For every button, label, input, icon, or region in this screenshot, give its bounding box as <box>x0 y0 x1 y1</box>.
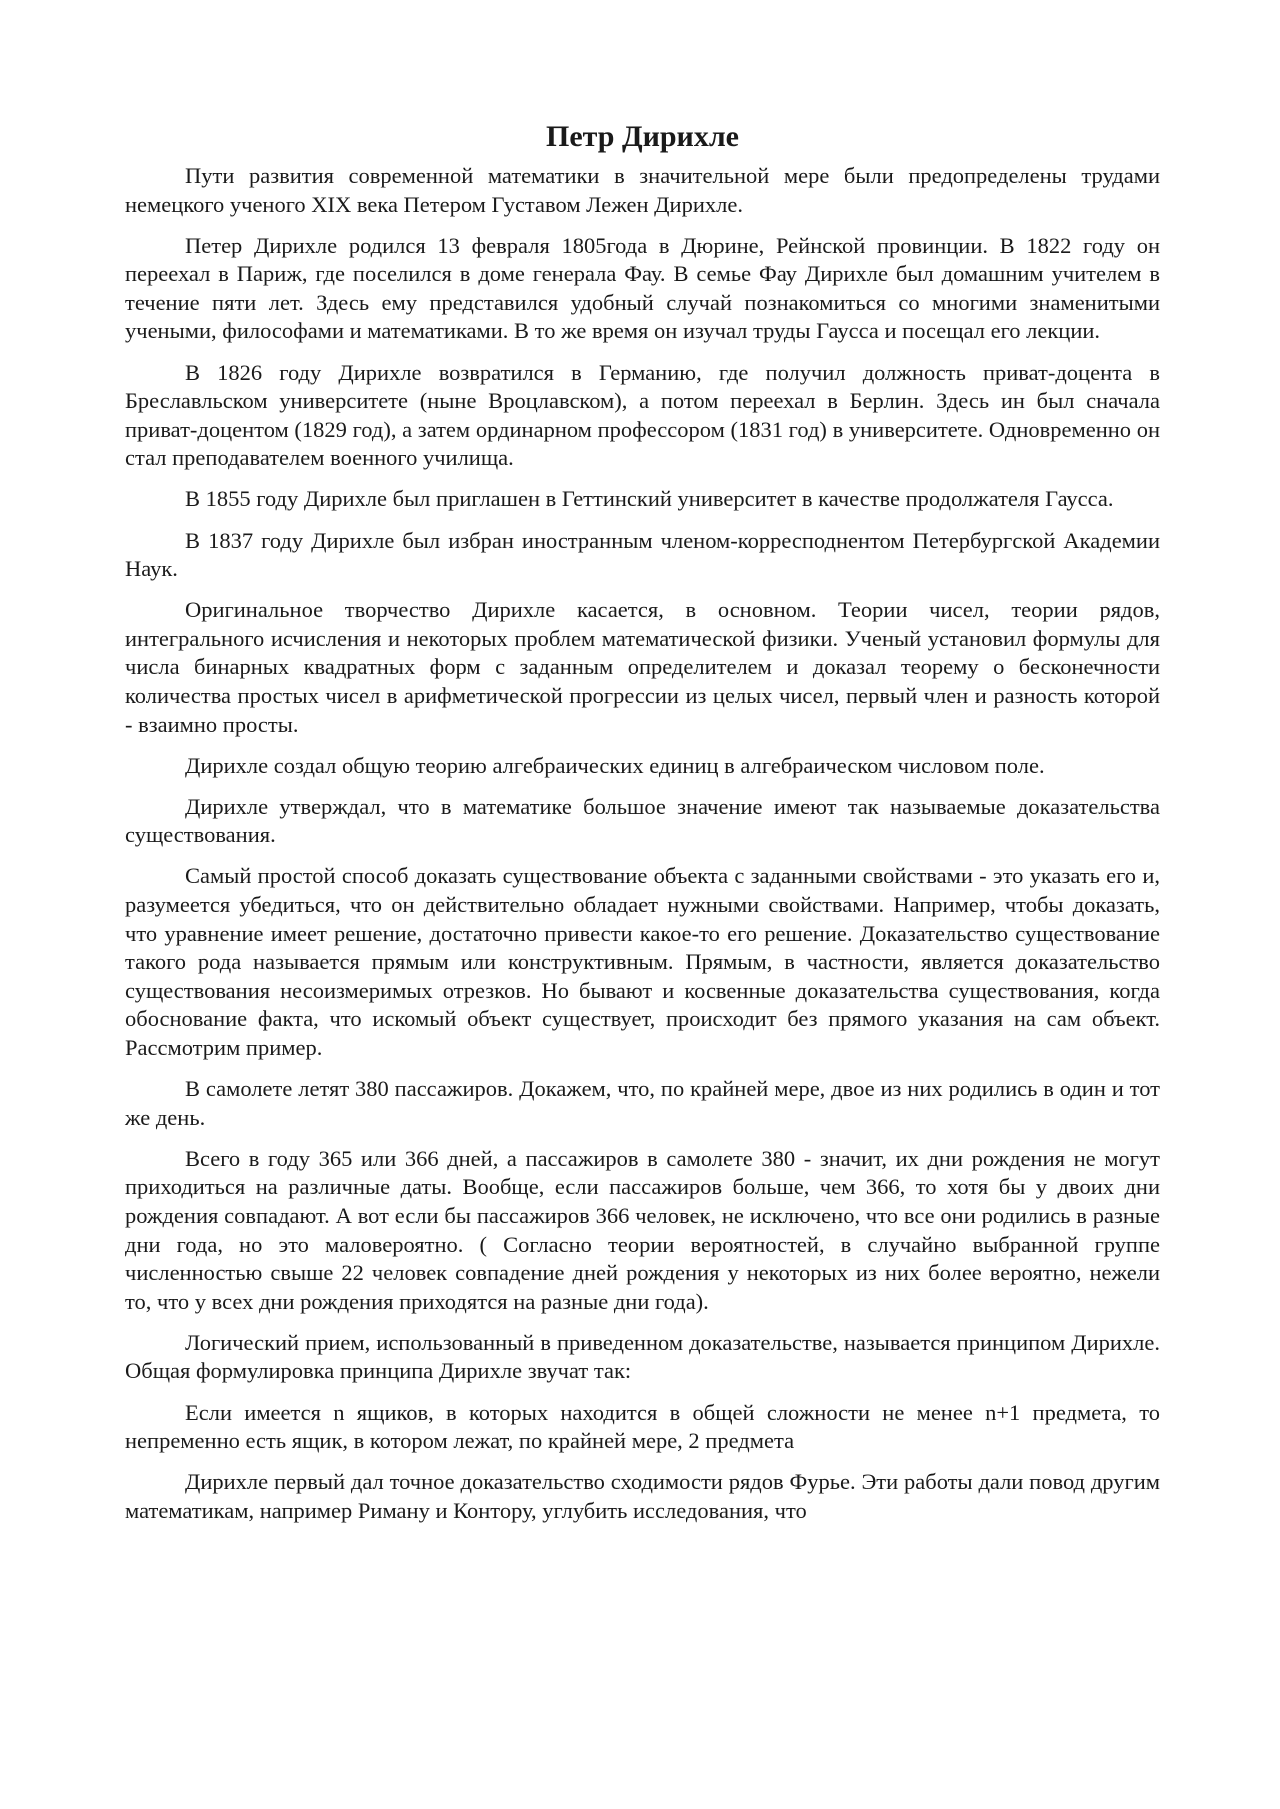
paragraph: Всего в году 365 или 366 дней, а пассажиров в самолете 380 - значит, их дни рождения не могут приходиться на различные даты. Вообще, если пассажиров больше, чем 366, то хотя бы у двоих дни рождения совпадают. А вот если бы пассажиров 366 человек, не исключено, что все они родились в разные дни года, но это маловероятно. ( Согласно теории вероятностей, в случайно выбранной группе численностью свыше 22 человек совпадение дней рождения у некоторых из них более вероятно, нежели то, что у всех дни рождения приходятся на разные дни года). <box>125 1145 1160 1314</box>
paragraph: Петер Дирихле родился 13 февраля 1805года в Дюрине, Рейнской провинции. В 1822 году он переехал в Париж, где поселился в доме генерала Фау. В семье Фау Дирихле был домашним учителем в течение пяти лет. Здесь ему представился удобный случай познакомиться со многими знаменитыми учеными, философами и математиками. В то же время он изучал труды Гаусса и посещал его лекции. <box>125 232 1160 344</box>
document-body <box>125 118 1160 1538</box>
paragraph: Логический прием, использованный в приведенном доказательстве, называется принципом Дирихле. Общая формулировка принципа Дирихле звучат так: <box>125 1329 1160 1384</box>
paragraph: Дирихле первый дал точное доказательство сходимости рядов Фурье. Эти работы дали повод другим математикам, например Риману и Контору, углубить исследования, что <box>125 1469 1160 1523</box>
paragraph: Самый простой способ доказать существование объекта с заданными свойствами - это указать его и, разумеется убедиться, что он действительно обладает нужными свойствами. Например, чтобы доказать, что уравнение имеет решение, достаточно привести какое-то его решение. Доказательство существование такого рода называется прямым или конструктивным. Прямым, в частности, является доказательство существования несоизмеримых отрезков. Но бывают и косвенные доказательства существования, когда обоснование факта, что искомый объект существует, происходит без прямого указания на сам объект. Рассмотрим пример. <box>125 863 1160 1061</box>
paragraph: Дирихле создал общую теорию алгебраических единиц в алгебраическом числовом поле. <box>185 752 1045 778</box>
paragraph: Если имеется n ящиков, в которых находится в общей сложности не менее n+1 предмета, то непременно есть ящик, в котором лежат, по крайней мере, 2 предмета <box>125 1399 1160 1454</box>
paragraph: В 1855 году Дирихле был приглашен в Геттинский университет в качестве продолжателя Гаусса. <box>185 486 1114 512</box>
paragraph: Дирихле утверждал, что в математике большое значение имеют так называемые доказательства существования. <box>125 793 1160 848</box>
paragraph: В 1837 году Дирихле был избран иностранным членом-корресподнентом Петербургской Академии Наук. <box>125 527 1160 582</box>
paragraph: В 1826 году Дирихле возвратился в Германию, где получил должность приват-доцента в Бреславльском университете (ныне Вроцлавском), а потом переехал в Берлин. Здесь ин был сначала приват-доцентом (1829 год), а затем ординарном профессором (1831 год) в университете. Одновременно он стал преподавателем военного училища. <box>125 359 1160 471</box>
page-title: Петр Дирихле <box>546 120 739 153</box>
paragraph: В самолете летят 380 пассажиров. Докажем, что, по крайней мере, двое из них родились в один и тот же день. <box>125 1076 1160 1130</box>
paragraph: Пути развития современной математики в значительной мере были предопределены трудами немецкого ученого XIX века Петером Густавом Лежен Дирихле. <box>125 163 1160 217</box>
paragraph: Оригинальное творчество Дирихле касается, в основном. Теории чисел, теории рядов, интегрального исчисления и некоторых проблем математической физики. Ученый установил формулы для числа бинарных квадратных форм с заданным определителем и доказал теорему о бесконечности количества простых чисел в арифметической прогрессии из целых чисел, первый член и разность которой - взаимно просты. <box>125 597 1160 737</box>
